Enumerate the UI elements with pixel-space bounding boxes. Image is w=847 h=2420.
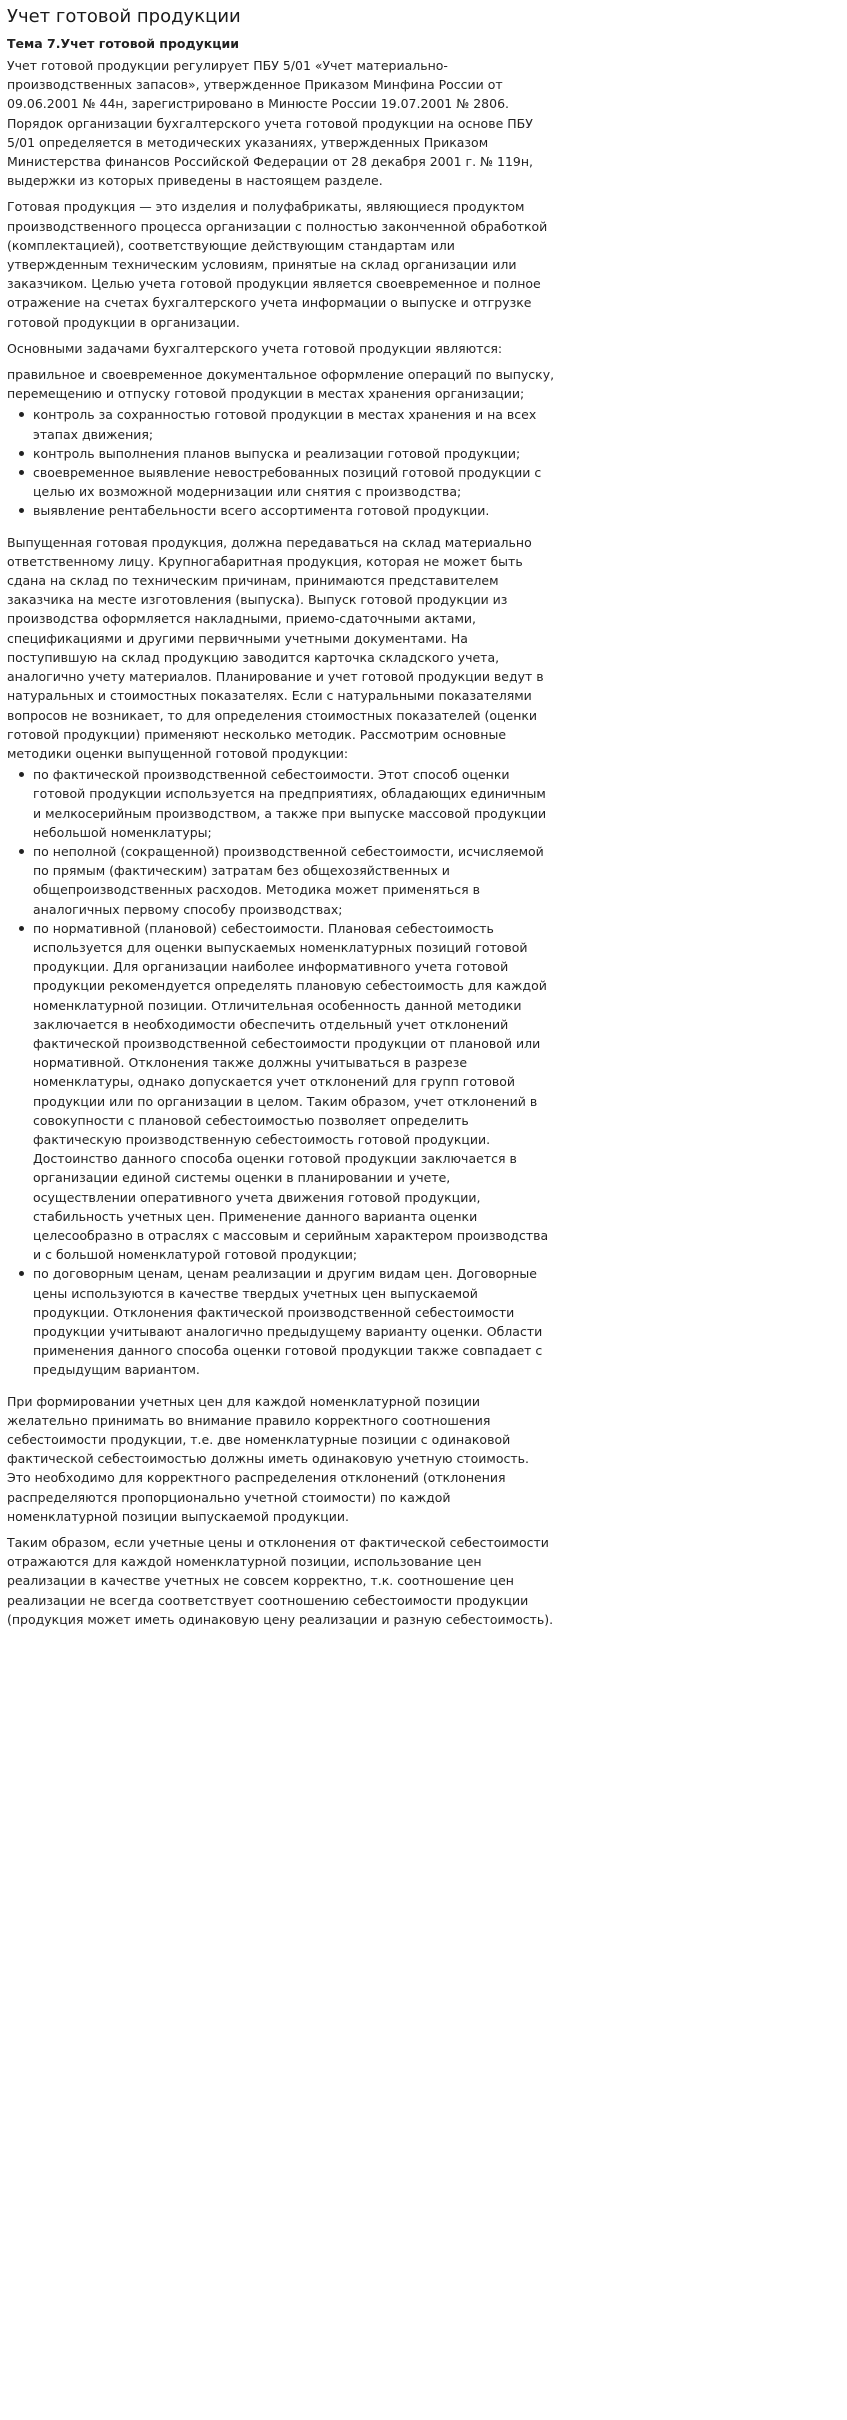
prices-paragraph: При формировании учетных цен для каждой номенклатурной позиции желательно принимать во внимание правило корректного соотношения себестоимости продукции, т.е. две номенклатурные позиции с одинаковой фактической себестоимостью должны иметь одинаковую учетную стоимость. Это необходимо для корректного распределения отклонений (отклонения распределяются пропорционально учетной стоимости) по каждой номенклатурной позиции выпускаемой продукции. <box>7 1393 529 1524</box>
list-item <box>33 765 555 842</box>
list-item <box>33 919 555 1265</box>
output-paragraph: Выпущенная готовая продукция, должна передаваться на склад материально ответственному лицу. Крупногабаритная продукция, которая не может быть сдана на склад по техническим причинам, принимаются представителем заказчика на месте изготовления (выпуска). Выпуск готовой продукции из производства оформляется накладными, приемо-сдаточными актами, спецификациями и другими первичными учетными документами. На поступившую на склад продукцию заводится карточка складского учета, аналогично учету материалов. Планирование и учет готовой продукции ведут в натуральных и стоимостных показателях. Если с натуральными показателями вопросов не возникает, то для определения стоимостных показателей (оценки готовой продукции) применяют несколько методик. Рассмотрим основные методики оценки выпущенной готовой продукции: <box>7 534 544 761</box>
section-heading: Тема 7.Учет готовой продукции <box>7 36 239 51</box>
intro-paragraph: Учет готовой продукции регулирует ПБУ 5/01 «Учет материально-производственных запасов», утвержденное Приказом Минфина России от 09.06.2001 № 44н, зарегистрировано в Минюсте России 19.07.2001 № 2806. Порядок организации бухгалтерского учета готовой продукции на основе ПБУ 5/01 определяется в методических указаниях, утвержденных Приказом Министерства финансов Российской Федерации от 28 декабря 2001 г. № 119н, выдержки из которых приведены в настоящем разделе. <box>7 58 534 189</box>
list-item: контроль за сохранностью готовой продукции в местах хранения и на всех этапах движения; <box>33 405 555 443</box>
conclusion-paragraph: Таким образом, если учетные цены и отклонения от фактической себестоимости отражаются для каждой номенклатурной позиции, использование цен реализации в качестве учетных не совсем корректно, т.к. соотношение цен реализации не всегда соответствует соотношению себестоимости продукции (продукция может иметь одинаковую цену реализации и разную себестоимость). <box>7 1535 554 1627</box>
page-title: Учет готовой продукции <box>7 6 241 27</box>
list-item: выявление рентабельности всего ассортимента готовой продукции. <box>33 501 555 520</box>
list-item-text: по неполной (сокращенной) производственной себестоимости, исчисляемой по прямым (фактическим) затратам без общехозяйственных и общепроизводственных расходов. Методика может применяться в аналогичных первому способу производствах; <box>33 843 544 917</box>
methods-list <box>7 765 555 1380</box>
list-item-text: по нормативной (плановой) себестоимости. Плановая себестоимость используется для оценки выпускаемых номенклатурных позиций готовой продукции. Для организации наиболее информативного учета готовой продукции рекомендуется определять плановую себестоимость для каждой номенклатурной позиции. Отличительная особенность данной методики заключается в необходимости обеспечить отдельный учет отклонений фактической производственной себестоимости продукции от плановой или нормативной. Отклонения также должны учитываться в разрезе номенклатуры, однако допускается учет отклонений для групп готовой продукции или по организации в целом. Таким образом, учет отклонений в совокупности с плановой себестоимостью позволяет определить фактическую производственную себестоимость готовой продукции. <box>33 920 547 1147</box>
article <box>0 6 562 1629</box>
tasks-heading-paragraph: Основными задачами бухгалтерского учета готовой продукции являются: <box>7 340 503 356</box>
list-item <box>33 842 555 919</box>
task-paragraph: правильное и своевременное документальное оформление операций по выпуску, перемещению и отпуску готовой продукции в местах хранения организации; <box>7 367 555 402</box>
list-item-text: по договорным ценам, ценам реализации и другим видам цен. Договорные цены используются в качестве твердых учетных цен выпускаемой продукции. Отклонения фактической производственной себестоимости продукции учитывают аналогично предыдущему варианту оценки. Области применения данного способа оценки готовой продукции также совпадает с предыдущим вариантом. <box>33 1266 543 1378</box>
tasks-list <box>7 405 555 520</box>
list-item: контроль выполнения планов выпуска и реализации готовой продукции; <box>33 444 555 463</box>
list-item-continuation: Достоинство данного способа оценки готовой продукции заключается в организации единой системы оценки в планировании и учете, осуществлении оперативного учета движения готовой продукции, стабильность учетных цен. Применение данного варианта оценки целесообразно в отраслях с массовым и серийным характером производства и с большой номенклатурой готовой продукции; <box>33 1151 549 1263</box>
list-item-text: по фактической производственной себестоимости. Этот способ оценки готовой продукции используется на предприятиях, обладающих единичным и мелкосерийным производством, а также при выпуске массовой продукции небольшой номенклатуры; <box>33 767 547 840</box>
list-item: своевременное выявление невостребованных позиций готовой продукции с целью их возможной модернизации или снятия с производства; <box>33 463 555 501</box>
list-item <box>33 1264 555 1379</box>
definition-paragraph: Готовая продукция — это изделия и полуфабрикаты, являющиеся продуктом производственного процесса организации с полностью законченной обработкой (комплектацией), соответствующие действующим стандартам или утвержденным техническим условиям, принятые на склад организации или заказчиком. Целью учета готовой продукции является своевременное и полное отражение на счетах бухгалтерского учета информации о выпуске и отгрузке готовой продукции в организации. <box>7 199 548 330</box>
